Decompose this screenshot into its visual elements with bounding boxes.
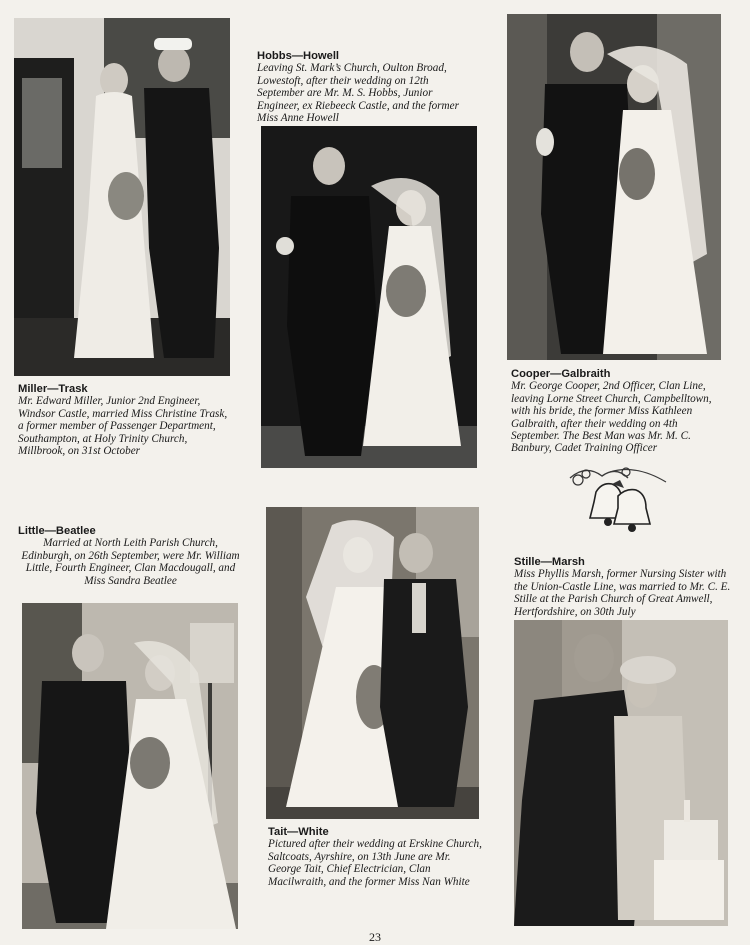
- article-title: Hobbs—Howell: [257, 50, 340, 62]
- article-tait-white: [268, 826, 484, 888]
- article-body: Pictured after their wedding at Erskine Church, Saltcoats, Ayrshire, on 13th June are Mr. George Tait, Chief Electrician, Clan Macilwraith, and the former Miss Nan White: [268, 838, 482, 888]
- article-body: Miss Phyllis Marsh, former Nursing Sister with the Union-Castle Line, was married to Mr. C. E. Stille at the Parish Church of Great Amwell, Hertfordshire, on 30th July: [514, 568, 731, 618]
- article-title: Little—Beatlee: [18, 525, 96, 537]
- article-stille-marsh: [514, 556, 732, 618]
- photo-hobbs-howell: [261, 126, 477, 468]
- photo-tait-white: [266, 507, 479, 819]
- article-title: Stille—Marsh: [514, 556, 585, 568]
- photo-miller-trask: [14, 18, 230, 376]
- article-cooper-galbraith: [511, 368, 727, 455]
- article-body: Leaving St. Mark’s Church, Oulton Broad, Lowestoft, after their wedding on 12th September are Mr. M. S. Hobbs, Junior Engineer, ex Riebeeck Castle, and the former Miss Anne Howell: [257, 62, 459, 125]
- article-title: Cooper—Galbraith: [511, 368, 611, 380]
- photo-little-beatlee: [22, 603, 238, 929]
- page-number: 23: [369, 930, 381, 944]
- article-title: Miller—Trask: [18, 383, 88, 395]
- article-body: Mr. George Cooper, 2nd Officer, Clan Line, leaving Lorne Street Church, Campbelltown, with his bride, the former Miss Kathleen Galbraith, after their wedding on 4th September. The Best Man was Mr. M. C. Banbury, Cadet Training Officer: [511, 380, 712, 455]
- article-miller-trask: [18, 383, 232, 457]
- photo-stille-marsh: [514, 620, 728, 926]
- photo-cooper-galbraith: [507, 14, 721, 360]
- article-little-beatlee: [18, 525, 243, 587]
- article-title: Tait—White: [268, 826, 329, 838]
- article-hobbs-howell: [257, 50, 477, 124]
- article-body: Mr. Edward Miller, Junior 2nd Engineer, Windsor Castle, married Miss Christine Trask, a former member of Passenger Department, Southampton, at Holy Trinity Church, Millbrook, on 31st October: [18, 395, 228, 458]
- article-body: Married at North Leith Parish Church, Edinburgh, on 26th September, were Mr. William Little, Fourth Engineer, Clan Macdougall, and Miss Sandra Beatlee: [21, 537, 240, 587]
- wedding-bells-icon: [566, 462, 674, 538]
